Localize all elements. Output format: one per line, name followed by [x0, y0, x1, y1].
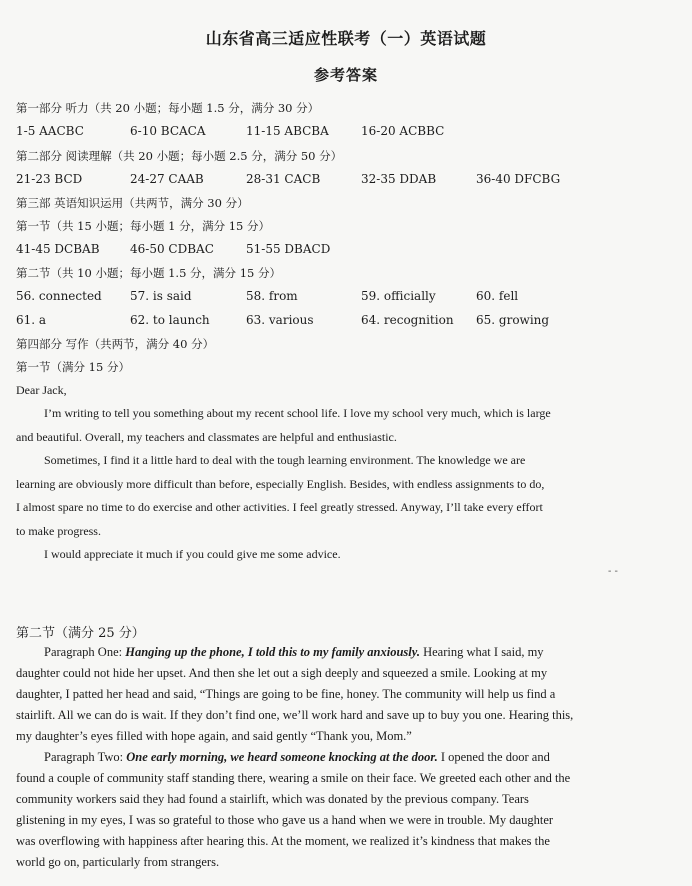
cloze-answer: 65. growing: [476, 313, 550, 327]
cloze-answer: 60. fell: [476, 289, 519, 303]
page-subtitle: 参考答案: [313, 66, 378, 84]
paragraph-lead-sentence: Hanging up the phone, I told this to my family anxiously.: [125, 645, 420, 659]
part4-sec1-heading: 第一节（满分 15 分）: [16, 360, 130, 374]
letter-greeting: Dear Jack,: [16, 383, 67, 397]
part3-sec1-answer: 41-45 DCBAB: [16, 242, 100, 256]
cloze-answer: 63. various: [246, 313, 314, 327]
letter-line: I almost spare no time to do exercise and other activities. I feel greatly stressed. Anyway, I’ll take every effort: [16, 500, 543, 514]
part3-sec1-heading: 第一节（共 15 小题；每小题 1 分，满分 15 分）: [16, 219, 271, 233]
part2-answer: 24-27 CAAB: [130, 172, 204, 186]
paragraph-line: was overflowing with happiness after hearing this. At the moment, we realized it’s kindness that makes the: [16, 834, 550, 848]
cloze-answer: 64. recognition: [361, 313, 454, 327]
cloze-answer: 61. a: [16, 313, 47, 327]
paragraph-two-first-line: [16, 747, 680, 768]
part3-sec1-answer: 51-55 DBACD: [246, 242, 331, 256]
part1-heading: 第一部分 听力（共 20 小题；每小题 1.5 分，满分 30 分）: [16, 101, 320, 115]
part2-answer: 36-40 DFCBG: [476, 172, 561, 186]
letter-line: and beautiful. Overall, my teachers and classmates are helpful and enthusiastic.: [16, 429, 397, 444]
letter-line: learning are obviously more difficult than before, especially English. Besides, with endless assignments to do,: [16, 476, 545, 491]
paragraph-line: found a couple of community staff standing there, wearing a smile on their face. We greeted each other and the: [16, 771, 571, 785]
cloze-answer: 59. officially: [361, 289, 436, 303]
part4-heading: 第四部分 写作（共两节，满分 40 分）: [16, 337, 215, 351]
paragraph-line: my daughter’s eyes filled with hope again, and said gently “Thank you, Mom.”: [16, 729, 412, 743]
paragraph-text: I opened the door and: [437, 750, 550, 764]
part3-sec1-answer: 46-50 CDBAC: [130, 242, 214, 256]
part2-answer: 32-35 DDAB: [361, 172, 437, 186]
part4-sec2-heading: 第二节（满分 25 分）: [16, 626, 145, 641]
cloze-answer: 62. to launch: [130, 313, 210, 327]
part2-answer: 21-23 BCD: [16, 172, 83, 186]
paragraph-two: [16, 747, 680, 873]
paragraph-line: stairlift. All we can do is wait. If they don’t find one, we’ll work hard and save up to buy you one. Hearing this,: [16, 708, 574, 722]
paragraph-line: world go on, particularly from strangers.: [16, 855, 220, 869]
part3-heading: 第三部 英语知识运用（共两节，满分 30 分）: [16, 196, 249, 210]
part1-answer: 1-5 AACBC: [16, 124, 84, 138]
letter-line: I’m writing to tell you something about my recent school life. I love my school very much, which is large: [44, 406, 551, 420]
paragraph-one: [16, 642, 680, 747]
letter-body: [16, 402, 676, 567]
paragraph-one-first-line: [16, 642, 680, 663]
part2-heading: 第二部分 阅读理解（共 20 小题；每小题 2.5 分，满分 50 分）: [16, 149, 343, 163]
paragraph-line: glistening in my eyes, I was so grateful to those who gave us a hand when we were in trouble. My daughter: [16, 813, 554, 827]
paragraph-line: daughter could not hide her upset. And then she let out a sigh deeply and squeezed a smile. Looking at my: [16, 666, 548, 680]
page-title: 山东省高三适应性联考（一）英语试题: [205, 29, 487, 48]
part3-sec2-heading: 第二节（共 10 小题；每小题 1.5 分，满分 15 分）: [16, 266, 281, 280]
part2-answer: 28-31 CACB: [246, 172, 321, 186]
paragraph-label: Paragraph Two:: [44, 750, 127, 764]
part1-answer: 11-15 ABCBA: [246, 124, 329, 138]
cloze-answer: 56. connected: [16, 289, 102, 303]
part1-answer: 6-10 BCACA: [130, 124, 206, 138]
paragraph-line: daughter, I patted her head and said, “Things are going to be fine, honey. The community will help us find a: [16, 687, 556, 701]
letter-line: to make progress.: [16, 523, 101, 538]
paragraph-lead-sentence: One early morning, we heard someone knocking at the door.: [126, 750, 438, 764]
paragraph-line: community workers said they had found a stairlift, which was donated by the previous company. Tears: [16, 792, 529, 806]
letter-line: Sometimes, I find it a little hard to deal with the tough learning environment. The knowledge we are: [44, 453, 526, 467]
paragraph-text: Hearing what I said, my: [419, 645, 544, 659]
stray-mark: - -: [608, 566, 618, 577]
paragraph-label: Paragraph One:: [44, 645, 126, 659]
part1-answer: 16-20 ACBBC: [361, 124, 445, 138]
cloze-answer: 58. from: [246, 289, 298, 303]
cloze-answer: 57. is said: [130, 289, 192, 303]
letter-line: I would appreciate it much if you could give me some advice.: [44, 547, 341, 561]
